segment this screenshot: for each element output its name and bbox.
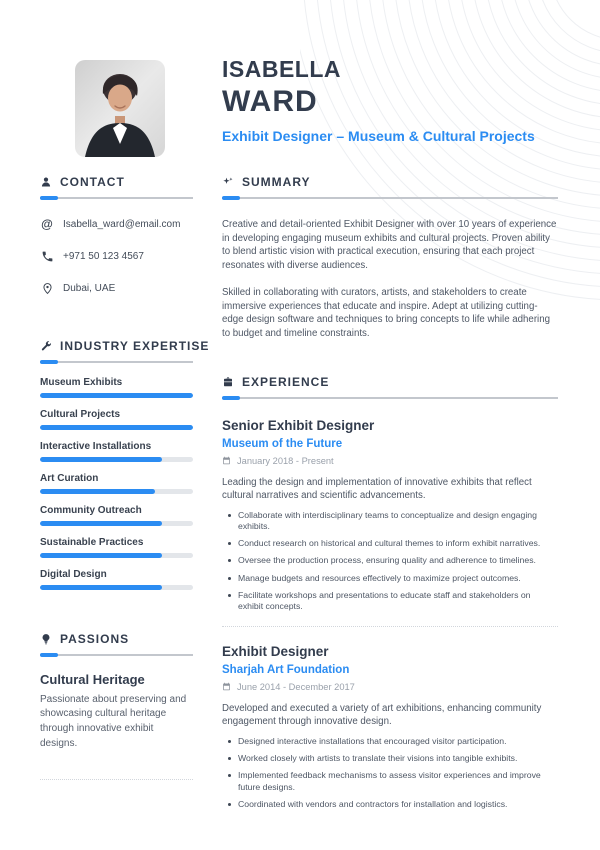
lightbulb-icon xyxy=(40,633,52,645)
passion-description: Passionate about preserving and showcasing cultural heritage through innovative exhibit designs. xyxy=(40,693,187,749)
entry-bullet xyxy=(222,770,558,793)
entry-description: Leading the design and implementation of innovative exhibits that reflect cultural narratives and scientific advancements. xyxy=(222,476,532,502)
last-name: WARD xyxy=(222,85,318,118)
skill-item xyxy=(40,377,193,398)
entry-bullet xyxy=(222,538,558,550)
skill-bar-fill xyxy=(40,585,162,590)
passions-section-header xyxy=(40,632,193,646)
expertise-heading: INDUSTRY EXPERTISE xyxy=(60,339,210,353)
profile-photo xyxy=(75,60,165,157)
experience-section xyxy=(222,375,558,811)
experience-entry xyxy=(222,644,558,810)
passions-underline xyxy=(40,654,193,656)
entry-dates xyxy=(222,682,558,693)
contact-section xyxy=(40,175,193,295)
expertise-section xyxy=(40,339,210,590)
skill-label: Art Curation xyxy=(40,473,99,484)
entry-company: Sharjah Art Foundation xyxy=(222,663,350,676)
passion-title: Cultural Heritage xyxy=(40,671,145,687)
calendar-icon xyxy=(222,456,231,467)
summary-paragraph: Creative and detail-oriented Exhibit Designer with over 10 years of experience in developing engaging museum exhibits and cultural projects. Proven ability to blend artistic vision with practical execution, ensuring that each project resonates with diverse audiences. xyxy=(222,219,557,271)
entry-dates-text: June 2014 - December 2017 xyxy=(237,682,355,693)
skill-bar-fill xyxy=(40,521,162,526)
skill-label: Interactive Installations xyxy=(40,441,152,452)
wrench-icon xyxy=(40,340,52,352)
bullet-text: Oversee the production process, ensuring quality and adherence to timelines. xyxy=(238,555,536,566)
summary-paragraph: Skilled in collaborating with curators, artists, and stakeholders to create immersive experiences that educate and inspire. Adept at utilizing cutting-edge design software and techniques to bring concepts to life while adhering to budget and timeline constraints. xyxy=(222,287,550,340)
entry-dates xyxy=(222,456,558,467)
skill-bar xyxy=(40,553,193,558)
contact-item-text: +971 50 123 4567 xyxy=(63,250,144,262)
contact-heading: CONTACT xyxy=(60,175,125,189)
summary-section-header xyxy=(222,175,558,189)
bullet-dot xyxy=(228,594,231,597)
entry-bullet xyxy=(222,736,558,748)
briefcase-icon xyxy=(222,376,234,388)
entry-bullets xyxy=(222,510,558,613)
skill-list xyxy=(40,377,193,590)
bullet-text: Designed interactive installations that encouraged visitor participation. xyxy=(238,735,507,746)
bullet-dot xyxy=(228,803,231,806)
experience-section-header xyxy=(222,375,558,389)
profile-photo-illustration xyxy=(75,60,165,157)
bullet-text: Conduct research on historical and cultural themes to inform exhibit narratives. xyxy=(238,538,541,549)
sidebar xyxy=(40,168,210,780)
bullet-text: Facilitate workshops and presentations to educate staff and stakeholders on exhibit concepts. xyxy=(238,589,531,612)
at-icon: @ xyxy=(41,217,53,231)
passions-heading: PASSIONS xyxy=(60,631,130,646)
expertise-underline xyxy=(40,361,193,363)
passion-list xyxy=(40,672,193,781)
bullet-dot xyxy=(228,757,231,760)
entry-title: Senior Exhibit Designer xyxy=(222,417,375,433)
bullet-text: Worked closely with artists to translate their visions into tangible exhibits. xyxy=(238,752,518,763)
skill-bar xyxy=(40,457,193,462)
bullet-dot xyxy=(228,559,231,562)
sparkles-icon xyxy=(222,176,234,188)
person-icon xyxy=(40,176,52,188)
skill-bar-fill xyxy=(40,425,193,430)
bullet-dot xyxy=(228,514,231,517)
skill-bar xyxy=(40,425,193,430)
entry-bullet xyxy=(222,573,558,585)
skill-bar xyxy=(40,585,193,590)
contact-section-header xyxy=(40,175,193,189)
bullet-dot xyxy=(228,740,231,743)
experience-entries xyxy=(222,418,558,811)
contact-item-text: Dubai, UAE xyxy=(63,282,116,294)
skill-label: Digital Design xyxy=(40,569,107,580)
contact-underline xyxy=(40,197,193,199)
skill-item xyxy=(40,441,193,462)
skill-item xyxy=(40,537,193,558)
summary-heading: SUMMARY xyxy=(242,175,311,189)
contact-item xyxy=(40,281,193,295)
bullet-text: Collaborate with interdisciplinary teams to conceptualize and design engaging exhibits. xyxy=(238,509,537,532)
experience-heading: EXPERIENCE xyxy=(242,374,330,389)
skill-label: Museum Exhibits xyxy=(40,377,123,388)
skill-label: Community Outreach xyxy=(40,505,142,516)
contact-item-text: Isabella_ward@email.com xyxy=(63,218,181,230)
entry-bullet xyxy=(222,799,558,811)
first-name: ISABELLA xyxy=(222,56,341,82)
passions-section xyxy=(40,632,193,781)
entry-bullet xyxy=(222,590,558,613)
bullet-text: Manage budgets and resources effectively to maximize project outcomes. xyxy=(238,572,521,583)
bullet-dot xyxy=(228,542,231,545)
contact-item xyxy=(40,217,193,231)
skill-label: Sustainable Practices xyxy=(40,537,144,548)
skill-item xyxy=(40,505,193,526)
summary-paragraphs xyxy=(222,218,558,341)
entry-company: Museum of the Future xyxy=(222,437,343,450)
bullet-dot xyxy=(228,774,231,777)
calendar-icon xyxy=(222,682,231,693)
job-title: Exhibit Designer – Museum & Cultural Projects xyxy=(222,128,535,144)
bullet-text: Implemented feedback mechanisms to assess visitor experiences and improve future designs. xyxy=(238,770,541,792)
entry-bullet xyxy=(222,753,558,765)
summary-underline xyxy=(222,197,558,199)
skill-bar-fill xyxy=(40,457,162,462)
entry-title: Exhibit Designer xyxy=(222,643,329,659)
location-icon xyxy=(40,281,54,295)
entry-bullets xyxy=(222,736,558,810)
passions-divider xyxy=(40,779,193,780)
skill-bar xyxy=(40,489,193,494)
skill-item xyxy=(40,409,193,430)
expertise-section-header xyxy=(40,339,210,353)
entry-bullet xyxy=(222,555,558,567)
skill-bar xyxy=(40,393,193,398)
main-content xyxy=(222,168,558,816)
entry-description: Developed and executed a variety of art exhibitions, enhancing community engagement through innovative design. xyxy=(222,702,542,728)
skill-bar-fill xyxy=(40,553,162,558)
contact-item xyxy=(40,249,193,263)
experience-entry xyxy=(222,418,558,613)
bullet-text: Coordinated with vendors and contractors for installation and logistics. xyxy=(238,798,508,809)
phone-icon xyxy=(40,249,54,263)
skill-item xyxy=(40,473,193,494)
contact-items xyxy=(40,217,193,295)
skill-bar xyxy=(40,521,193,526)
skill-bar-fill xyxy=(40,489,155,494)
header xyxy=(222,56,535,144)
skill-item xyxy=(40,569,193,590)
skill-label: Cultural Projects xyxy=(40,409,121,420)
experience-entry-divider xyxy=(222,626,558,627)
bullet-dot xyxy=(228,577,231,580)
entry-dates-text: January 2018 - Present xyxy=(237,456,334,467)
skill-bar-fill xyxy=(40,393,193,398)
entry-bullet xyxy=(222,510,558,533)
summary-section xyxy=(222,175,558,341)
experience-underline xyxy=(222,397,558,399)
